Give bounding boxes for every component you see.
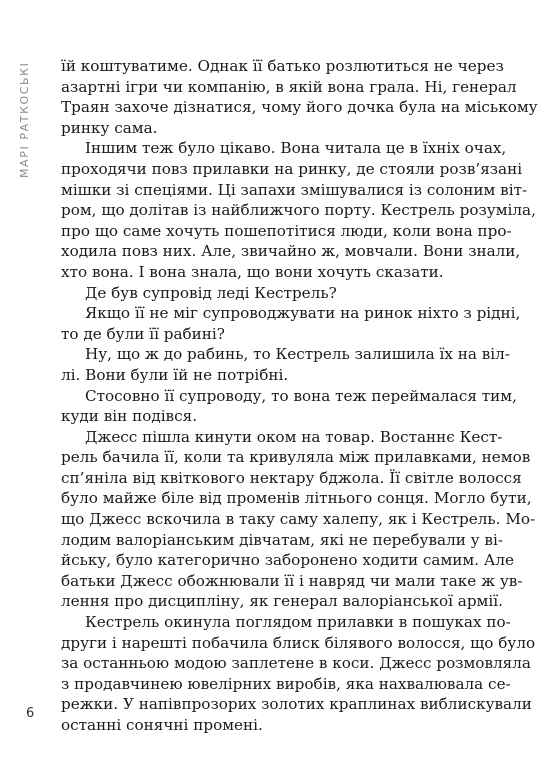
text-line: ром, що долітав із найближчого порту. Кестрель розуміла,: [61, 201, 536, 220]
book-text: [61, 56, 538, 736]
text-line: Кестрель окинула поглядом прилавки в пошуках по-: [85, 613, 511, 632]
paragraph: [61, 612, 536, 736]
text-line: їй коштуватиме. Однак її батько розлютиться не через: [61, 57, 504, 75]
text-line: Стосовно її супроводу, то вона теж переймалася тим,: [85, 386, 517, 405]
paragraph: [61, 427, 536, 612]
text-line: Джесс пішла кинути оком на товар. Востаннє Кест-: [85, 427, 503, 446]
text-line: лення про дисципліну, як генерал валоріанської армії.: [61, 592, 503, 611]
running-head-text: МАРІ РАТКОСЬКІ: [18, 61, 31, 178]
paragraph: [61, 386, 517, 427]
text-line: лодим валоріанським дівчатам, які не перебували у ві-: [61, 530, 503, 549]
text-line: що Джесс вскочила в таку саму халепу, як і Кестрель. Мо-: [61, 510, 536, 529]
text-line: други і нарешті побачила блиск білявого волосся, що було: [61, 633, 536, 652]
text-line: Якщо її не міг супроводжувати на ринок ніхто з рідні,: [85, 304, 521, 323]
text-line: мішки зі спеціями. Ці запахи змішувалися із солоним віт-: [61, 180, 528, 199]
text-line: сп’яніла від квіткового нектару бджола. Її світле волосся: [61, 468, 522, 487]
text-line: ходила повз них. Але, звичайно ж, мовчали. Вони знали,: [61, 242, 521, 261]
page-number: 6: [26, 706, 35, 721]
running-head: [18, 28, 32, 178]
text-line: проходячи повз прилавки на ринку, де стояли розв’язані: [61, 159, 523, 178]
paragraph: [61, 56, 538, 138]
text-line: рель бачила її, коли та кривуляла між прилавками, немов: [61, 448, 531, 467]
text-line: азартні ігри чи компанію, в якій вона грала. Ні, генерал: [61, 77, 517, 96]
text-line: було майже біле від променів літнього сонця. Могло бути,: [61, 489, 532, 508]
text-line: з продавчинею ювелірних виробів, яка нахвалювала се-: [61, 674, 511, 693]
text-line: Ну, що ж до рабинь, то Кестрель залишила їх на віл-: [85, 345, 510, 364]
paragraph: [61, 283, 465, 304]
text-line: останні сонячні промені.: [61, 716, 263, 734]
text-line: то де були її рабині?: [61, 324, 225, 343]
text-line: Іншим теж було цікаво. Вона читала це в їхніх очах,: [85, 139, 507, 158]
text-line: йську, було категорично заборонено ходити самим. Але: [61, 551, 515, 570]
text-line: за останньою модою заплетене в коси. Джесс розмовляла: [61, 654, 531, 673]
text-line: куди він подівся.: [61, 407, 198, 426]
text-line: Де був супровід леді Кестрель?: [85, 283, 337, 302]
text-line: лі. Вони були їй не потрібні.: [61, 365, 289, 384]
text-line: Траян захоче дізнатися, чому його дочка була на міському: [61, 98, 538, 117]
paragraph: [61, 138, 536, 282]
text-line: хто вона. І вона знала, що вони хочуть сказати.: [61, 262, 444, 281]
text-line: ринку сама.: [61, 118, 158, 137]
text-line: батьки Джесс обожнювали її і навряд чи мали таке ж ув-: [61, 571, 523, 590]
paragraph: [61, 344, 510, 385]
text-line: про що саме хочуть пошепотітися люди, коли вона про-: [61, 221, 512, 240]
paragraph: [61, 303, 521, 344]
text-line: режки. У напівпрозорих золотих краплинах виблискували: [61, 695, 532, 714]
